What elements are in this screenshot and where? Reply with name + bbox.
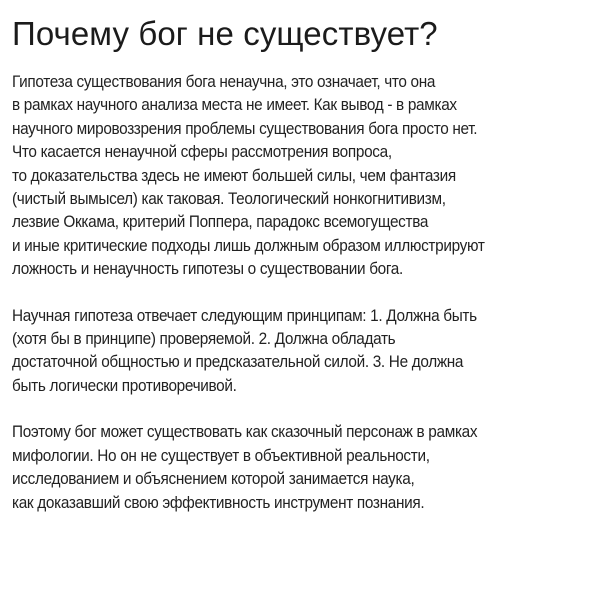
text-line: как доказавший свою эффективность инструмент познания. bbox=[12, 493, 425, 512]
text-line: (хотя бы в принципе) проверяемой. 2. Должна обладать bbox=[12, 330, 396, 349]
text-line: быть логически противоречивой. bbox=[12, 376, 237, 395]
text-line: научного мировоззрения проблемы существования бога просто нет. bbox=[12, 119, 478, 138]
paragraph-principles bbox=[12, 305, 594, 399]
text-line: Что касается ненаучной сферы рассмотрения вопроса, bbox=[12, 143, 392, 162]
text-line: исследованием и объяснением которой занимается наука, bbox=[12, 470, 415, 489]
text-line: достаточной общностью и предсказательной силой. 3. Не должна bbox=[12, 353, 464, 372]
paragraph-conclusion bbox=[12, 421, 594, 515]
text-line: Научная гипотеза отвечает следующим принципам: 1. Должна быть bbox=[12, 306, 477, 325]
text-line: (чистый вымысел) как таковая. Теологический нонкогнитивизм, bbox=[12, 190, 446, 209]
text-line: мифологии. Но он не существует в объективной реальности, bbox=[12, 446, 430, 465]
document-body bbox=[12, 71, 594, 515]
text-line: то доказательства здесь не имеют большей силы, чем фантазия bbox=[12, 166, 456, 185]
text-line: Поэтому бог может существовать как сказочный персонаж в рамках bbox=[12, 423, 478, 442]
text-line: лезвие Оккама, критерий Поппера, парадокс всемогущества bbox=[12, 213, 429, 232]
paragraph-hypothesis bbox=[12, 71, 594, 282]
text-line: и иные критические подходы лишь должным образом иллюстрируют bbox=[12, 236, 485, 255]
page-title: Почему бог не существует? bbox=[12, 15, 438, 52]
text-line: Гипотеза существования бога ненаучна, это означает, что она bbox=[12, 73, 436, 91]
text-line: ложность и ненаучность гипотезы о существовании бога. bbox=[12, 260, 403, 279]
text-line: в рамках научного анализа места не имеет. Как вывод - в рамках bbox=[12, 96, 457, 115]
